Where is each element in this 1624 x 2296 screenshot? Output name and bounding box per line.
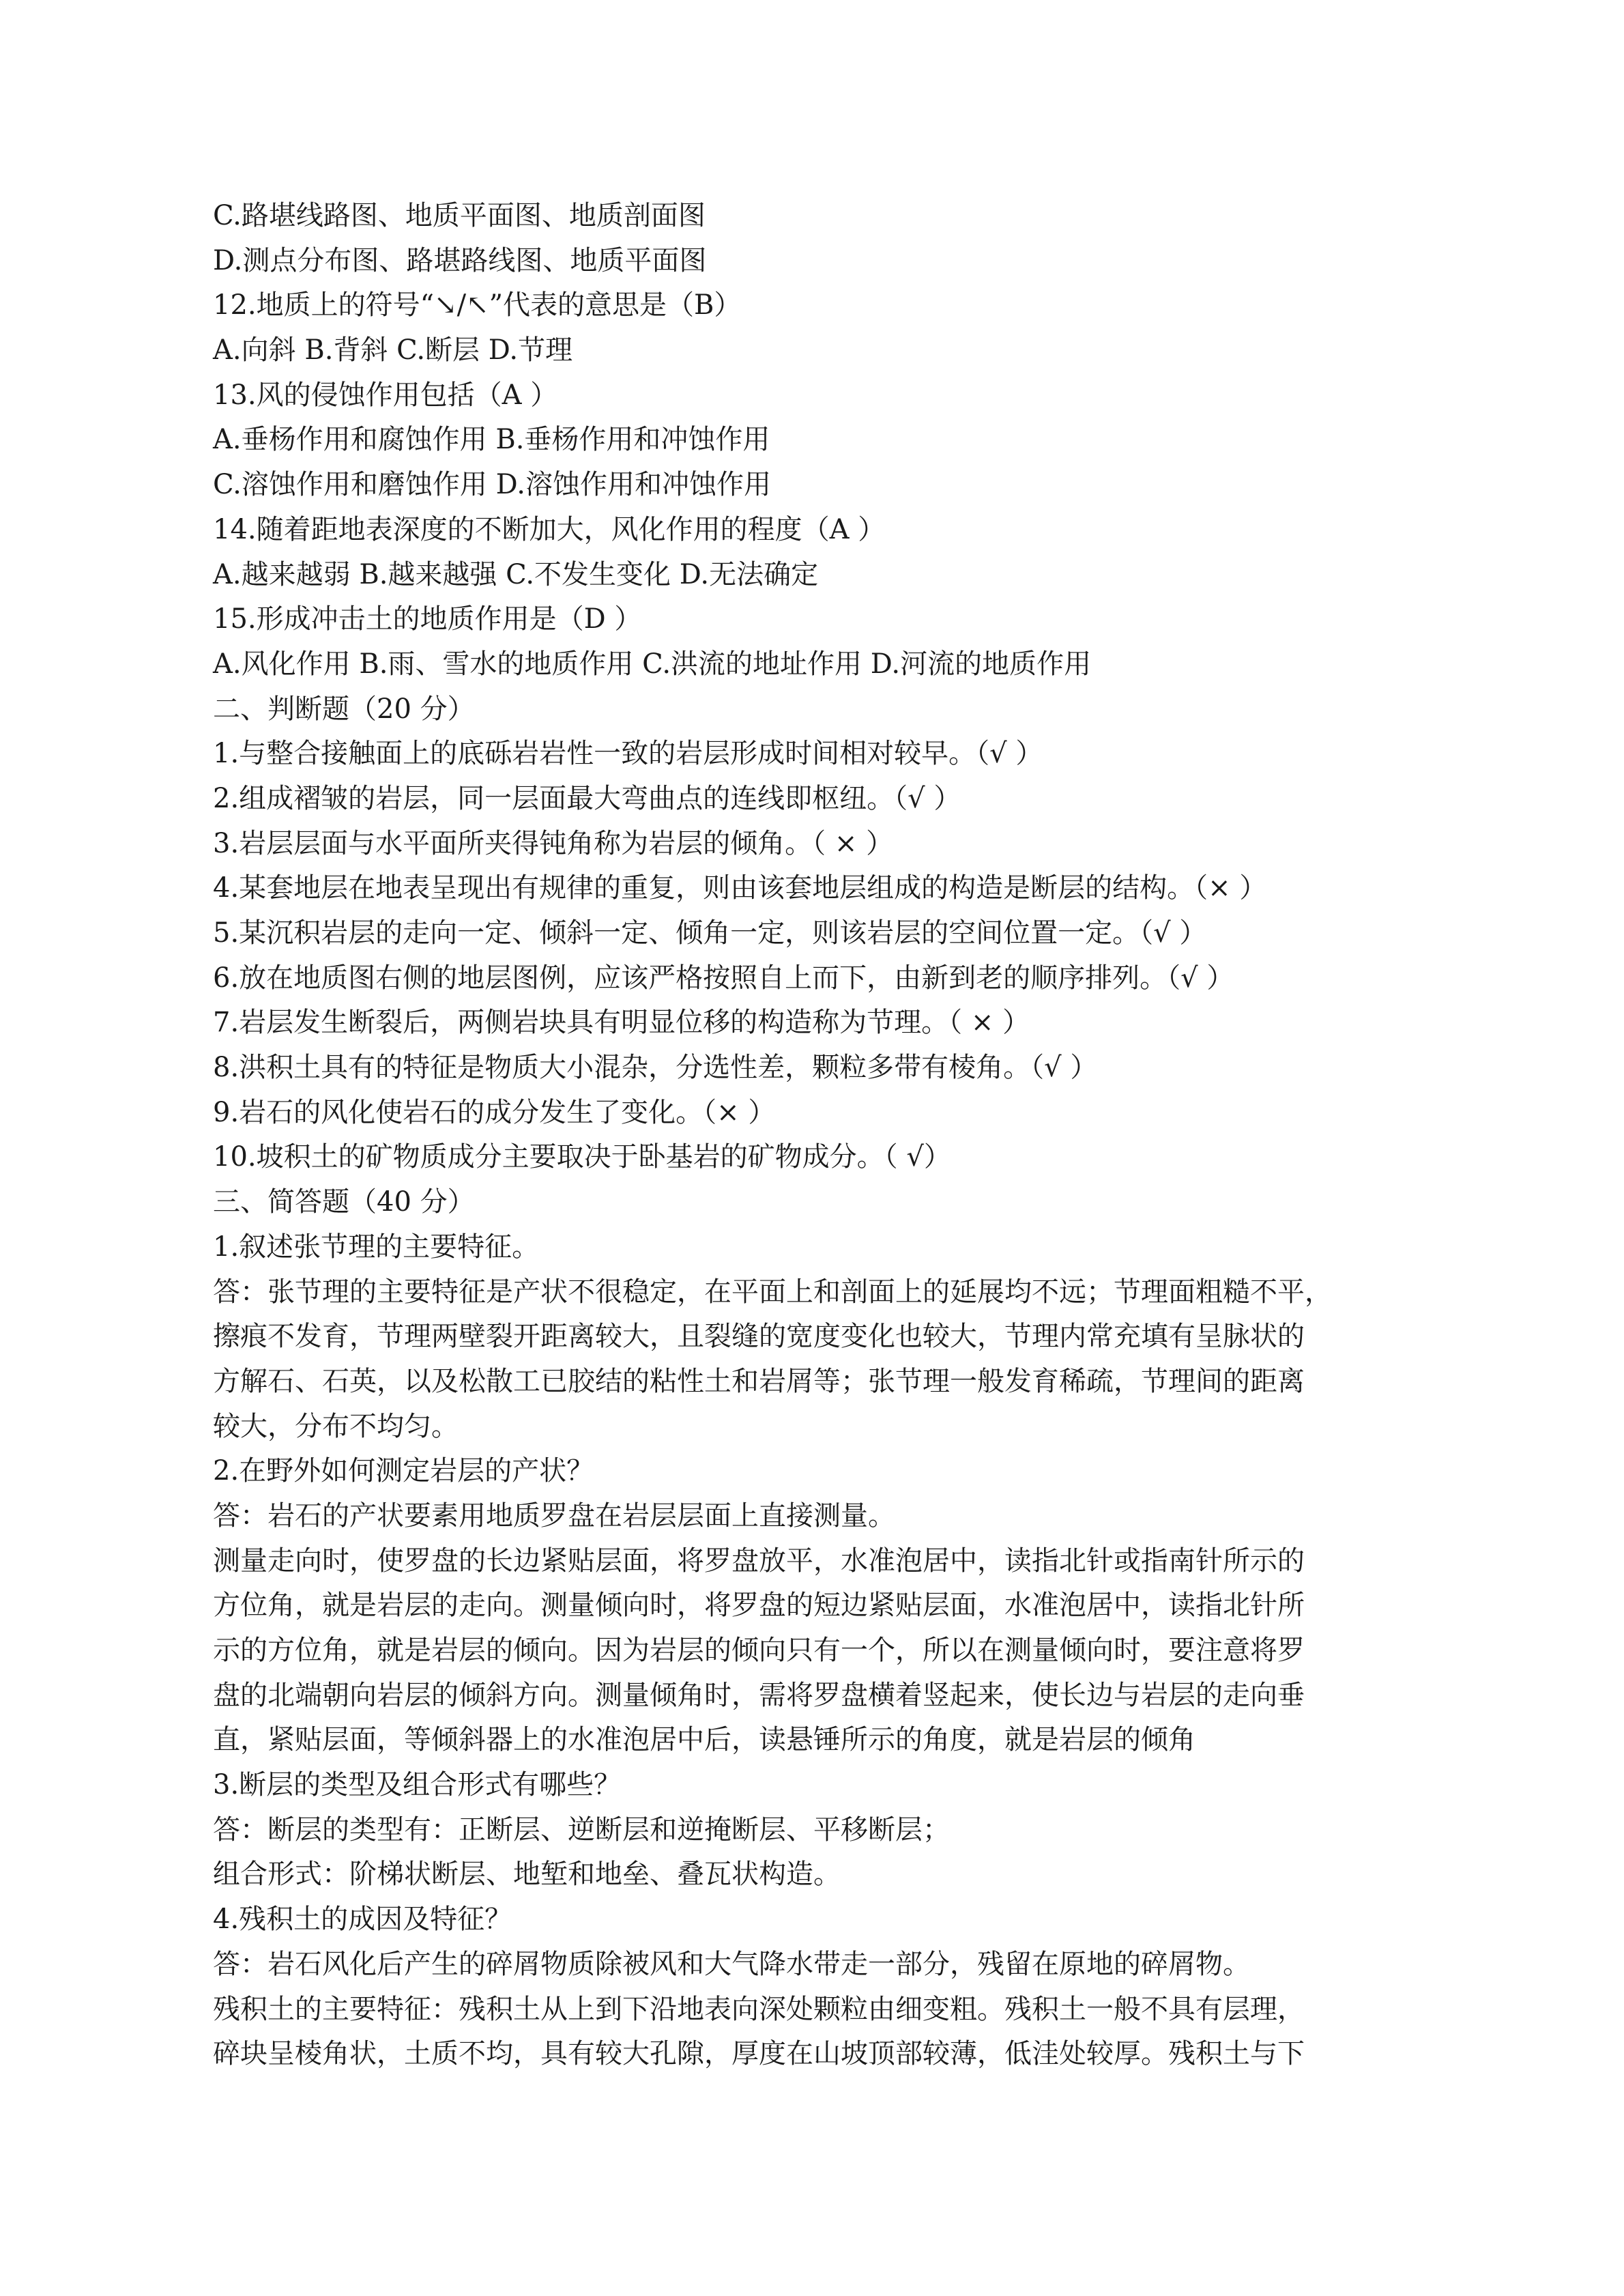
text-line: 答：断层的类型有：正断层、逆断层和逆掩断层、平移断层； <box>213 1813 950 1846</box>
text-line: 方位角，就是岩层的走向。测量倾向时，将罗盘的短边紧贴层面，水准泡居中，读指北针所 <box>213 1590 1305 1622</box>
text-line: 12.地质上的符号“↘/↖”代表的意思是（B） <box>213 289 742 321</box>
text-line: 3.岩层层面与水平面所夹得钝角称为岩层的倾角。（ × ） <box>213 827 894 859</box>
text-line: 6.放在地质图右侧的地层图例，应该严格按照自上而下，由新到老的顺序排列。（√ ） <box>213 962 1234 994</box>
text-line: A.向斜 B.背斜 C.断层 D.节理 <box>213 334 573 367</box>
text-line: 盘的北端朝向岩层的倾斜方向。测量倾角时，需将罗盘横着竖起来，使长边与岩层的走向垂 <box>213 1679 1305 1711</box>
text-line: 残积土的主要特征：残积土从上到下沿地表向深处颗粒由细变粗。残积土一般不具有层理， <box>213 1993 1305 2025</box>
text-line: 7.岩层发生断裂后，两侧岩块具有明显位移的构造称为节理。（ × ） <box>213 1007 1030 1039</box>
text-line: 较大，分布不均匀。 <box>213 1410 459 1442</box>
text-line: 二、判断题（20 分） <box>213 693 475 725</box>
text-line: 三、简答题（40 分） <box>213 1186 475 1218</box>
text-line: 直，紧贴层面，等倾斜器上的水准泡居中后，读悬锤所示的角度，就是岩层的倾角 <box>213 1724 1195 1756</box>
text-line: 5.某沉积岩层的走向一定、倾斜一定、倾角一定，则该岩层的空间位置一定。（√ ） <box>213 917 1207 949</box>
text-line: D.测点分布图、路堪路线图、地质平面图 <box>213 244 707 276</box>
text-line: C.溶蚀作用和磨蚀作用 D.溶蚀作用和冲蚀作用 <box>213 469 771 501</box>
text-line: 2.在野外如何测定岩层的产状？ <box>213 1455 594 1487</box>
text-line: 9.岩石的风化使岩石的成分发生了变化。（× ） <box>213 1096 776 1128</box>
text-line: 答：张节理的主要特征是产状不很稳定，在平面上和剖面上的延展均不远；节理面粗糙不平， <box>213 1276 1332 1308</box>
text-line: A.风化作用 B.雨、雪水的地质作用 C.洪流的地址作用 D.河流的地质作用 <box>213 648 1092 680</box>
text-line: 方解石、石英，以及松散工已胶结的粘性土和岩屑等；张节理一般发育稀疏，节理间的距离 <box>213 1365 1305 1397</box>
text-line: 8.洪积土具有的特征是物质大小混杂，分选性差，颗粒多带有棱角。（√ ） <box>213 1052 1098 1084</box>
text-line: 2.组成褶皱的岩层，同一层面最大弯曲点的连线即枢纽。（√ ） <box>213 782 961 814</box>
text-line: C.路堪线路图、地质平面图、地质剖面图 <box>213 200 706 231</box>
text-line: 15.形成冲击土的地质作用是（D ） <box>213 603 642 635</box>
text-line: 测量走向时，使罗盘的长边紧贴层面，将罗盘放平，水准泡居中，读指北针或指南针所示的 <box>213 1545 1305 1577</box>
text-line: 组合形式：阶梯状断层、地堑和地垒、叠瓦状构造。 <box>213 1859 841 1891</box>
text-line: 碎块呈棱角状，土质不均，具有较大孔隙，厚度在山坡顶部较薄，低洼处较厚。残积土与下 <box>213 2038 1305 2070</box>
text-line: 1.与整合接触面上的底砾岩岩性一致的岩层形成时间相对较早。（√ ） <box>213 738 1043 770</box>
text-line: 1.叙述张节理的主要特征。 <box>213 1231 540 1263</box>
text-line: 4.某套地层在地表呈现出有规律的重复，则由该套地层组成的构造是断层的结构。（× ） <box>213 872 1267 904</box>
text-line: 答：岩石的产状要素用地质罗盘在岩层层面上直接测量。 <box>213 1499 895 1532</box>
text-line: 擦痕不发育，节理两壁裂开距离较大，且裂缝的宽度变化也较大，节理内常充填有呈脉状的 <box>213 1321 1305 1353</box>
text-line: 4.残积土的成因及特征？ <box>213 1904 512 1936</box>
text-line: 示的方位角，就是岩层的倾向。因为岩层的倾向只有一个，所以在测量倾向时，要注意将罗 <box>213 1635 1305 1666</box>
text-line: A.垂杨作用和腐蚀作用 B.垂杨作用和冲蚀作用 <box>213 424 770 456</box>
text-line: 3.断层的类型及组合形式有哪些？ <box>213 1769 622 1801</box>
text-line: 答：岩石风化后产生的碎屑物质除被风和大气降水带走一部分，残留在原地的碎屑物。 <box>213 1948 1250 1980</box>
text-line: 13.风的侵蚀作用包括（A ） <box>213 379 558 411</box>
text-line: 10.坡积土的矿物质成分主要取决于卧基岩的矿物成分。（ √） <box>213 1141 951 1173</box>
document-body <box>213 194 1509 2077</box>
text-line: 14.随着距地表深度的不断加大，风化作用的程度（A ） <box>213 513 886 545</box>
text-line: A.越来越弱 B.越来越强 C.不发生变化 D.无法确定 <box>213 558 819 590</box>
